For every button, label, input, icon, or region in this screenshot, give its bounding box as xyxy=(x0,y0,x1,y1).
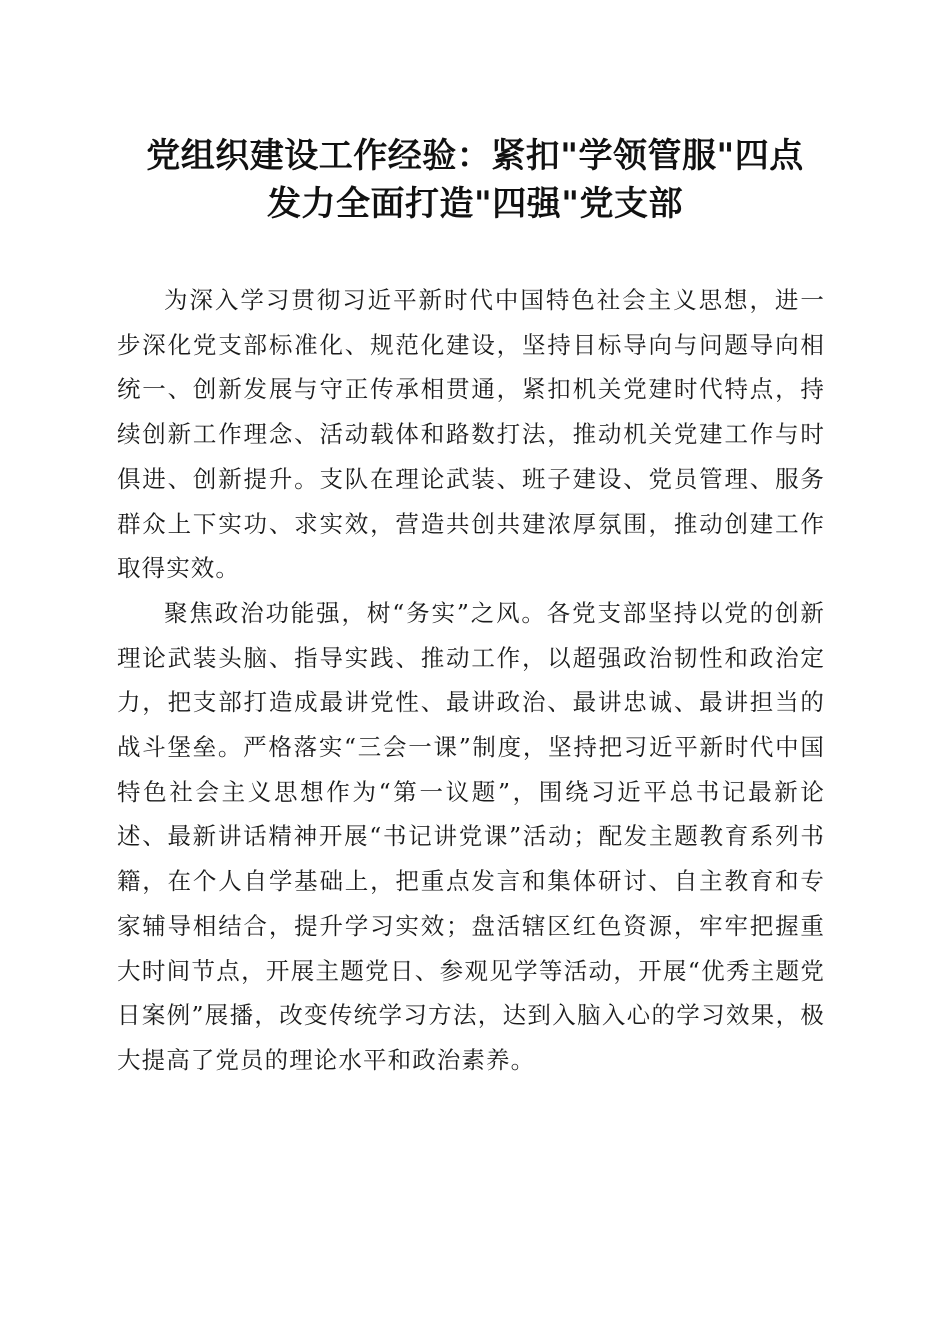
paragraph-political-function: 聚焦政治功能强，树“务实”之风。各党支部坚持以党的创新理论武装头脑、指导实践、推动工作，以超强政治韧性和政治定力，把支部打造成最讲党性、最讲政治、最讲忠诚、最讲担当的战斗堡垒。严格落实“三会一课”制度，坚持把习近平新时代中国特色社会主义思想作为“第一议题”，围绕习近平总书记最新论述、最新讲话精神开展“书记讲党课”活动；配发主题教育系列书籍，在个人自学基础上，把重点发言和集体研讨、自主教育和专家辅导相结合，提升学习实效；盘活辖区红色资源，牢牢把握重大时间节点，开展主题党日、参观见学等活动，开展“优秀主题党日案例”展播，改变传统学习方法，达到入脑入心的学习效果，极大提高了党员的理论水平和政治素养。 xyxy=(117,598,825,1074)
title-line-2: 发力全面打造"四强"党支部 xyxy=(267,184,683,224)
paragraph-intro: 为深入学习贯彻习近平新时代中国特色社会主义思想，进一步深化党支部标准化、规范化建设，坚持目标导向与问题导向相统一、创新发展与守正传承相贯通，紧扣机关党建时代特点，持续创新工作理念、活动载体和路数打法，推动机关党建工作与时俱进、创新提升。支队在理论武装、班子建设、党员管理、服务群众上下实功、求实效，营造共创共建浓厚氛围，推动创建工作取得实效。 xyxy=(117,286,825,583)
title-line-1: 党组织建设工作经验：紧扣"学领管服"四点 xyxy=(146,136,804,176)
document-body xyxy=(117,278,825,1083)
document-title xyxy=(100,132,850,228)
